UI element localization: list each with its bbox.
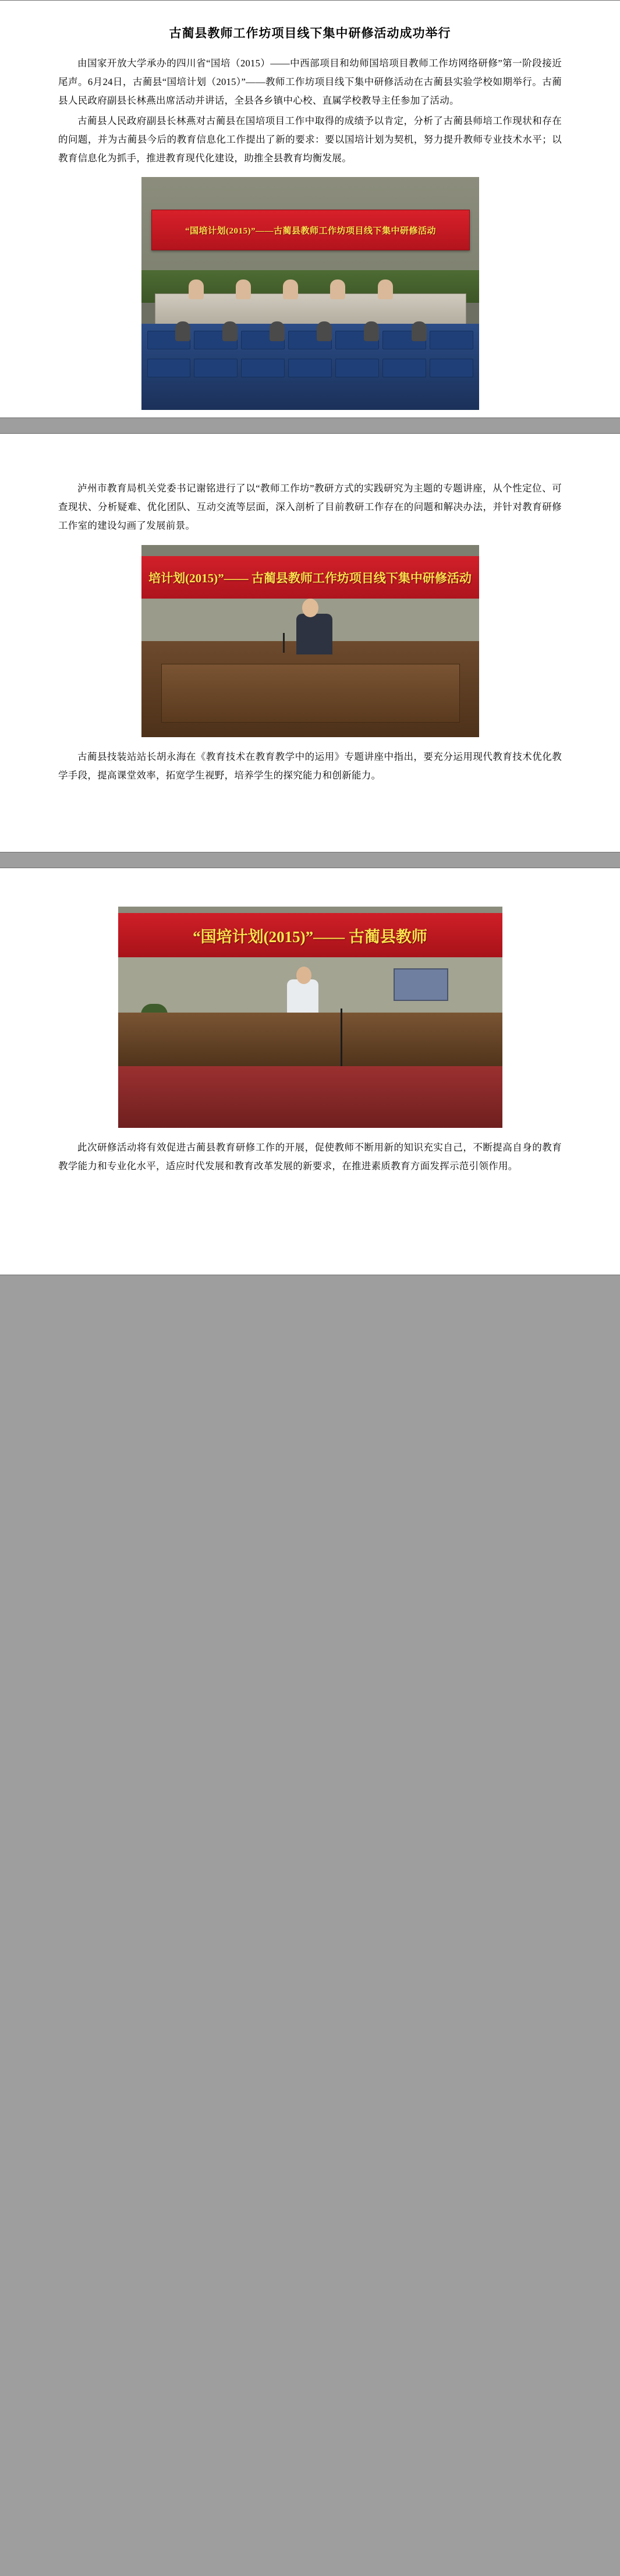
photo-banner: [141, 556, 479, 599]
photo-person: [236, 279, 251, 299]
photo-person: [270, 321, 285, 341]
photo-banner-text: 培计划(2015)”—— 古蔺县教师工作坊项目线下集中研修活动: [148, 571, 472, 585]
photo-seat: [430, 331, 473, 349]
photo-microphone: [283, 633, 285, 653]
photo-seat-row: [141, 359, 479, 377]
page-title: 古蔺县教师工作坊项目线下集中研修活动成功举行: [169, 26, 451, 40]
photo-person: [189, 279, 204, 299]
photo-floor: [118, 1066, 502, 1128]
document-page-1: [0, 0, 620, 418]
page-separator: [0, 852, 620, 868]
photo-seat-row: [141, 331, 479, 349]
document-page-3: [0, 868, 620, 1275]
photo-desk-front: [161, 664, 459, 723]
photo-banner-text: “国培计划(2015)”——古蔺县教师工作坊项目线下集中研修活动: [185, 226, 436, 236]
photo-person: [175, 321, 190, 341]
page-separator: [0, 418, 620, 433]
photo-person: [378, 279, 393, 299]
photo-lecture-hall: [118, 907, 502, 1128]
photo-seat: [430, 359, 473, 377]
paragraph: 由国家开放大学承办的四川省“国培（2015）——中西部项目和幼师国培项目教师工作坊网络研修”第一阶段接近尾声。6月24日，古蔺县“国培计划（2015）”——教师工作坊项目线下集中研修活动在古蔺县实验学校如期举行。古蔺县人民政府副县长林燕出席活动并讲话，全县各乡镇中心校、直属学校教导主任参加了活动。: [58, 58, 562, 107]
photo-figure: [58, 177, 562, 410]
photo-speaker-head: [296, 967, 311, 984]
photo-seat: [194, 359, 238, 377]
photo-projector-screen: [394, 968, 448, 1001]
photo-person: [283, 279, 298, 299]
photo-banner: [151, 210, 470, 250]
photo-person: [364, 321, 379, 341]
paragraph: 古蔺县人民政府副县长林燕对古蔺县在国培项目工作中取得的成绩予以肯定，分析了古蔺县师培工作现状和存在的问题，并为古蔺县今后的教育信息化工作提出了新的要求：要以国培计划为契机，努力提升教师专业技术水平；以教育信息化为抓手，推进教育现代化建设，助推全县教育均衡发展。: [58, 115, 562, 164]
photo-figure: [58, 545, 562, 737]
photo-speaker: [296, 614, 332, 654]
photo-seat: [335, 359, 379, 377]
paragraph: 古蔺县技装站站长胡永海在《教育技术在教育教学中的运用》专题讲座中指出，要充分运用现代教育技术优化教学手段，提高课堂效率，拓宽学生视野，培养学生的探究能力和创新能力。: [58, 751, 562, 781]
photo-seat: [241, 359, 285, 377]
photo-person: [330, 279, 345, 299]
photo-banner: [118, 913, 502, 957]
document-page-2: [0, 433, 620, 852]
photo-figure: [58, 907, 562, 1128]
paragraph: 此次研修活动将有效促进古蔺县教育研修工作的开展，促使教师不断用新的知识充实自己，不断提高自身的教育教学能力和专业化水平，适应时代发展和教育改革发展的新要求，在推进素质教育方面发挥示范引领作用。: [58, 1142, 562, 1172]
document-page-stack: [0, 0, 620, 1275]
photo-speaker-head: [302, 599, 318, 617]
photo-desk: [118, 1013, 502, 1066]
photo-person: [317, 321, 332, 341]
photo-seat: [147, 359, 191, 377]
photo-person: [222, 321, 238, 341]
photo-banner-text: “国培计划(2015)”—— 古蔺县教师: [193, 928, 427, 946]
photo-seat: [288, 359, 332, 377]
photo-seat: [382, 359, 426, 377]
photo-speaker: [287, 979, 318, 1015]
photo-person: [412, 321, 427, 341]
photo-conference-panel: [141, 177, 479, 410]
paragraph: 泸州市教育局机关党委书记谢铭进行了以“教师工作坊”教研方式的实践研究为主题的专题讲座，从个性定位、可查现状、分析疑难、优化团队、互动交流等层面，深入剖析了目前教研工作存在的问题和解决办法，并针对教育研修工作室的建设勾画了发展前景。: [58, 483, 562, 532]
photo-speaker-podium: [141, 545, 479, 737]
